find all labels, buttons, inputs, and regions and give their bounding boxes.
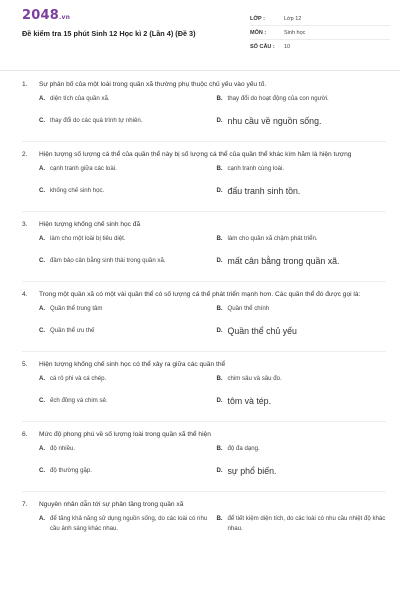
option-c[interactable] xyxy=(39,326,209,348)
meta-row-class xyxy=(250,12,390,26)
option-letter: B. xyxy=(216,235,223,242)
question-text: Trong một quần xã có một vài quần thể có số lượng cá thể phát triển mạnh hơn. Các quần thể đó được gọi là: xyxy=(39,291,361,298)
question-number: 5. xyxy=(22,361,28,368)
option-text: ếch đồng và chim sẻ. xyxy=(50,397,108,404)
question-number: 1. xyxy=(22,81,28,88)
option-d[interactable] xyxy=(217,326,387,348)
option-b[interactable] xyxy=(217,304,387,326)
meta-value: Lớp 12 xyxy=(284,15,302,22)
question-stem xyxy=(22,360,386,370)
logo-suffix-text: .vn xyxy=(58,14,71,21)
header-divider xyxy=(0,70,400,71)
option-text: thay đổi do các quá trình tự nhiên. xyxy=(50,117,143,124)
option-letter: A. xyxy=(39,515,46,522)
question-number: 6. xyxy=(22,431,28,438)
answer-options xyxy=(22,234,386,278)
option-text: cạnh tranh cùng loài. xyxy=(227,165,285,172)
option-text: thay đổi do hoạt động của con người. xyxy=(227,95,329,102)
answer-options xyxy=(22,444,386,488)
exam-meta-table xyxy=(250,12,390,53)
option-letter: C. xyxy=(39,327,46,334)
option-text: khống chế sinh học. xyxy=(50,187,105,194)
option-letter: C. xyxy=(39,397,46,404)
option-text: độ đa dạng. xyxy=(227,445,260,452)
option-letter: A. xyxy=(39,375,46,382)
question-stem xyxy=(22,430,386,440)
option-letter: C. xyxy=(39,467,46,474)
option-d[interactable] xyxy=(217,186,387,208)
option-d[interactable] xyxy=(217,466,387,488)
option-text: độ thường gặp. xyxy=(50,467,92,474)
exam-title: Đề kiểm tra 15 phút Sinh 12 Học kì 2 (Lần 4) (Đề 3) xyxy=(22,29,196,38)
question-1 xyxy=(22,80,386,142)
question-number: 3. xyxy=(22,221,28,228)
option-text: cạnh tranh giữa các loài. xyxy=(50,165,117,172)
option-a[interactable] xyxy=(39,164,209,186)
option-letter: C. xyxy=(39,257,46,264)
option-c[interactable] xyxy=(39,186,209,208)
option-b[interactable] xyxy=(217,444,387,466)
option-b[interactable] xyxy=(217,374,387,396)
question-text: Mức độ phong phú về số lượng loài trong quần xã thể hiện xyxy=(39,431,211,438)
option-text: chim sâu và sâu đo. xyxy=(227,375,282,382)
answer-options xyxy=(22,374,386,418)
option-letter: A. xyxy=(39,445,46,452)
option-letter: C. xyxy=(39,117,46,124)
option-letter: B. xyxy=(216,445,223,452)
question-4 xyxy=(22,290,386,352)
meta-value: 10 xyxy=(284,43,291,50)
question-number: 7. xyxy=(22,501,28,508)
option-letter: A. xyxy=(39,305,46,312)
answer-options xyxy=(22,514,386,536)
option-a[interactable] xyxy=(39,374,209,396)
question-text: Hiện tượng số lượng cá thể của quần thể này bị số lượng cá thể của quần thể khác kìm hãm là hiện tượng xyxy=(39,151,352,158)
option-a[interactable] xyxy=(39,304,209,326)
option-a[interactable] xyxy=(39,234,209,256)
answer-options xyxy=(22,304,386,348)
option-a[interactable] xyxy=(39,94,209,116)
question-3 xyxy=(22,220,386,282)
option-text: Quần thể chính xyxy=(227,305,270,312)
meta-row-subject xyxy=(250,26,390,40)
question-text: Hiện tượng khống chế sinh học có thể xảy ra giữa các quần thể xyxy=(39,361,226,368)
option-letter: D. xyxy=(216,327,223,334)
page-header xyxy=(0,0,400,62)
option-a[interactable] xyxy=(39,514,209,536)
option-b[interactable] xyxy=(217,234,387,256)
question-2 xyxy=(22,150,386,212)
meta-row-question-count xyxy=(250,40,390,53)
option-text: sự phổ biến. xyxy=(227,466,277,476)
question-number: 2. xyxy=(22,151,28,158)
question-stem xyxy=(22,150,386,160)
question-5 xyxy=(22,360,386,422)
option-text: đảm bảo cân bằng sinh thái trong quần xã. xyxy=(50,257,166,264)
question-divider xyxy=(22,281,386,282)
question-list xyxy=(22,80,386,536)
option-text: diện tích của quần xã. xyxy=(50,95,110,102)
option-c[interactable] xyxy=(39,466,209,488)
option-letter: D. xyxy=(216,117,223,124)
question-number: 4. xyxy=(22,291,28,298)
option-b[interactable] xyxy=(217,164,387,186)
option-letter: C. xyxy=(39,187,46,194)
option-text: tôm và tép. xyxy=(227,396,272,406)
option-letter: A. xyxy=(39,95,46,102)
option-letter: A. xyxy=(39,165,46,172)
question-stem xyxy=(22,290,386,300)
option-text: để tăng khả năng sử dụng nguồn sống, do các loài có nhu cầu ánh sáng khác nhau. xyxy=(50,515,208,532)
question-divider xyxy=(22,141,386,142)
question-divider xyxy=(22,211,386,212)
option-letter: D. xyxy=(216,257,223,264)
option-letter: B. xyxy=(216,375,223,382)
option-text: đấu tranh sinh tồn. xyxy=(227,186,301,196)
option-letter: B. xyxy=(216,305,223,312)
meta-value: Sinh học xyxy=(284,29,306,36)
question-divider xyxy=(22,421,386,422)
question-divider xyxy=(22,351,386,352)
option-c[interactable] xyxy=(39,256,209,278)
option-text: Quần thể chủ yếu xyxy=(227,326,297,336)
option-b[interactable] xyxy=(217,94,387,116)
option-a[interactable] xyxy=(39,444,209,466)
option-letter: B. xyxy=(216,165,223,172)
question-stem xyxy=(22,80,386,90)
question-divider xyxy=(22,491,386,492)
option-d[interactable] xyxy=(217,256,387,278)
option-text: Quần thể trung tâm xyxy=(50,305,103,312)
option-b[interactable] xyxy=(217,514,387,536)
option-letter: D. xyxy=(216,467,223,474)
option-letter: D. xyxy=(216,397,223,404)
option-text: mất cân bằng trong quần xã. xyxy=(227,256,340,266)
option-d[interactable] xyxy=(217,396,387,418)
meta-label: MÔN : xyxy=(250,29,267,36)
answer-options xyxy=(22,94,386,138)
option-letter: B. xyxy=(216,95,223,102)
option-text: để tiết kiệm diện tích, do các loài có nhu cầu nhiệt độ khác nhau. xyxy=(227,515,386,532)
answer-options xyxy=(22,164,386,208)
question-7 xyxy=(22,500,386,536)
option-letter: A. xyxy=(39,235,46,242)
question-stem xyxy=(22,500,386,510)
question-6 xyxy=(22,430,386,492)
option-c[interactable] xyxy=(39,116,209,138)
question-text: Nguyên nhân dẫn tới sự phân tầng trong quần xã xyxy=(39,501,184,508)
question-text: Hiện tượng khống chế sinh học đã xyxy=(39,221,141,228)
option-text: nhu cầu về nguồn sống. xyxy=(227,116,322,126)
option-text: cá rô phi và cá chép. xyxy=(50,375,107,382)
option-text: làm cho quần xã chậm phát triển. xyxy=(227,235,318,242)
option-letter: D. xyxy=(216,187,223,194)
option-d[interactable] xyxy=(217,116,387,138)
option-c[interactable] xyxy=(39,396,209,418)
option-text: làm cho một loài bị tiêu diệt. xyxy=(50,235,126,242)
question-stem xyxy=(22,220,386,230)
question-text: Sự phân bố của một loài trong quần xã thường phụ thuộc chủ yếu vào yếu tố. xyxy=(39,81,267,88)
meta-label: SỐ CÂU : xyxy=(250,43,275,50)
option-letter: B. xyxy=(216,515,223,522)
option-text: Quần thể ưu thế xyxy=(50,327,95,334)
option-text: độ nhiều. xyxy=(50,445,76,452)
logo-main-text: 2048 xyxy=(22,8,59,23)
meta-label: LỚP : xyxy=(250,15,265,22)
